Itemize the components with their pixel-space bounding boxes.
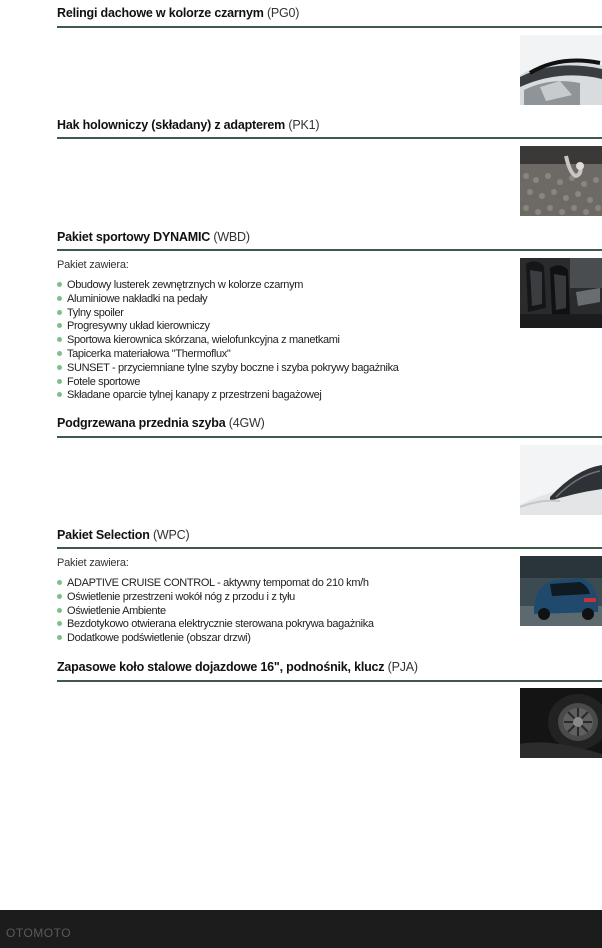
option-code: (PG0) xyxy=(266,6,300,20)
list-item: Sportowa kierownica skórzana, wielofunkcyjna z manetkami xyxy=(57,334,399,348)
list-item: SUNSET - przyciemniane tylne szyby boczne i szyba pokrywy bagażnika xyxy=(57,362,399,376)
bullet-icon xyxy=(57,365,62,370)
option-code: (PK1) xyxy=(288,118,320,132)
option-name: Pakiet Selection xyxy=(57,528,150,542)
list-item: Aluminiowe nakładki na pedały xyxy=(57,293,399,307)
option-name: Zapasowe koło stalowe dojazdowe 16", podnośnik, klucz xyxy=(57,660,385,674)
sport-seats-photo xyxy=(520,258,602,328)
section-divider xyxy=(57,547,602,549)
bullet-icon xyxy=(57,337,62,342)
list-item: Składane oparcie tylnej kanapy z przestrzeni bagażowej xyxy=(57,389,399,403)
option-title xyxy=(57,416,265,430)
option-title xyxy=(57,230,250,244)
option-code: (WBD) xyxy=(213,230,250,244)
section-divider xyxy=(57,249,602,251)
section-divider xyxy=(57,680,602,682)
spare-wheel-photo xyxy=(520,688,602,758)
list-item: Tapicerka materiałowa "Thermoflux" xyxy=(57,348,399,362)
package-items xyxy=(57,577,374,646)
list-item: Progresywny układ kierowniczy xyxy=(57,320,399,334)
option-title xyxy=(57,528,189,542)
package-lead: Pakiet zawiera: xyxy=(57,557,129,569)
option-name: Relingi dachowe w kolorze czarnym xyxy=(57,6,264,20)
tow-hook-photo xyxy=(520,146,602,216)
list-item: Oświetlenie Ambiente xyxy=(57,605,374,619)
package-lead: Pakiet zawiera: xyxy=(57,259,129,271)
bullet-icon xyxy=(57,594,62,599)
list-item: ADAPTIVE CRUISE CONTROL - aktywny tempomat do 210 km/h xyxy=(57,577,374,591)
bullet-icon xyxy=(57,351,62,356)
option-title xyxy=(57,118,319,132)
package-items xyxy=(57,279,399,403)
option-code: (WPC) xyxy=(152,528,190,542)
list-item: Fotele sportowe xyxy=(57,376,399,390)
list-item: Bezdotykowo otwierana elektrycznie sterowana pokrywa bagażnika xyxy=(57,618,374,632)
option-code: (PJA) xyxy=(387,660,418,674)
list-item: Tylny spoiler xyxy=(57,307,399,321)
bullet-icon xyxy=(57,621,62,626)
section-divider xyxy=(57,26,602,28)
bullet-icon xyxy=(57,635,62,640)
roof-rails-photo xyxy=(520,35,602,105)
car-rear-photo xyxy=(520,556,602,626)
bullet-icon xyxy=(57,323,62,328)
bullet-icon xyxy=(57,608,62,613)
windshield-photo xyxy=(520,445,602,515)
bullet-icon xyxy=(57,282,62,287)
option-title xyxy=(57,660,418,674)
option-name: Podgrzewana przednia szyba xyxy=(57,416,226,430)
list-item: Oświetlenie przestrzeni wokół nóg z przodu i z tyłu xyxy=(57,591,374,605)
option-name: Hak holowniczy (składany) z adapterem xyxy=(57,118,286,132)
section-divider xyxy=(57,436,602,438)
bullet-icon xyxy=(57,392,62,397)
bullet-icon xyxy=(57,310,62,315)
bottom-bar xyxy=(0,910,602,948)
bullet-icon xyxy=(57,296,62,301)
option-name: Pakiet sportowy DYNAMIC xyxy=(57,230,211,244)
section-divider xyxy=(57,137,602,139)
bullet-icon xyxy=(57,580,62,585)
list-item: Obudowy lusterek zewnętrznych w kolorze czarnym xyxy=(57,279,399,293)
list-item: Dodatkowe podświetlenie (obszar drzwi) xyxy=(57,632,374,646)
option-code: (4GW) xyxy=(228,416,265,430)
bullet-icon xyxy=(57,379,62,384)
watermark-logo: OTOMOTO xyxy=(6,926,72,940)
option-title xyxy=(57,6,299,20)
